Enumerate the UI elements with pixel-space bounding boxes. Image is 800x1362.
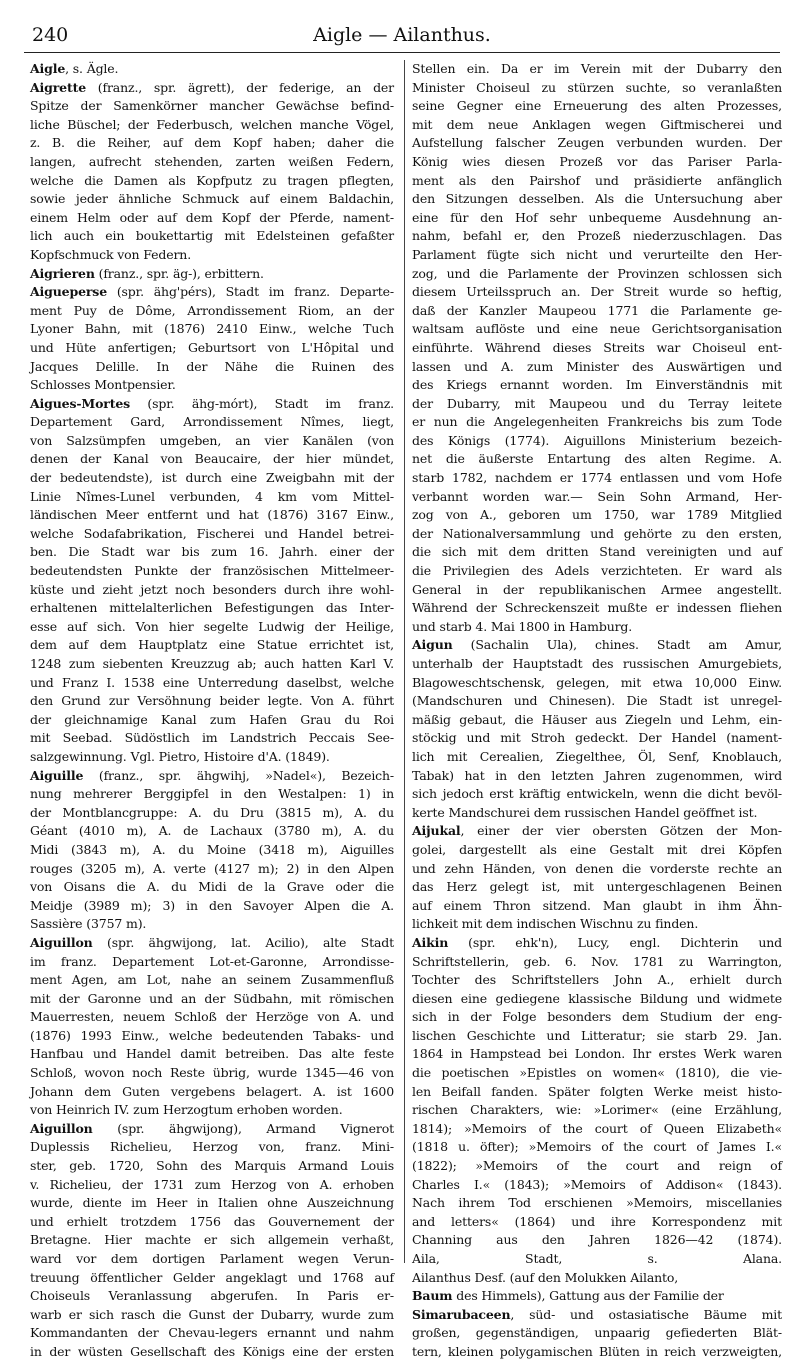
text-line: und zehn Händen, von denen die vorderste rechte an (412, 860, 782, 876)
text-line: verbannt worden war.— Sein Sohn Armand, Her- (412, 488, 782, 504)
text-line: auf einem Thron sitzend. Man glaubt in ihm Ähn- (412, 897, 782, 913)
text-line: Aufstellung falscher Zeugen verbunden wurden. Der (412, 135, 782, 151)
text-line: bedeutendsten Punkte der französischen Mittelmeer- (30, 563, 394, 579)
text-line: und Hüte anfertigen; Geburtsort von L'Hôpital und (30, 339, 394, 355)
text-line: ländischen Meer entfernt und hat (1876) 3167 Einw., (30, 507, 394, 523)
text-line: zog, und die Parlamente der Provinzen schlossen sich (412, 265, 782, 281)
text-line: Minister Choiseul zu stürzen suchte, so veranlaßten (412, 79, 782, 95)
text-line: ben. Die Stadt war bis zum 16. Jahrh. einer der (30, 544, 394, 560)
text-line: starb 1782, nachdem er 1774 entlassen und vom Hofe (412, 470, 782, 486)
text-line: ster, geb. 1720, Sohn des Marquis Armand Louis (30, 1158, 394, 1174)
text-line: Nach ihrem Tod erschienen »Memoirs, miscellanies (412, 1195, 782, 1211)
text-line: Johann dem Guten vergebens belagert. A. ist 1600 (30, 1083, 394, 1099)
text-line: lich mit Cerealien, Ziegelthee, Öl, Senf, Knoblauch, (412, 748, 782, 764)
text-line: das Herz gelegt ist, mit untergeschlagenen Beinen (412, 879, 782, 895)
text-line: Parlament fügte sich nicht und verurteilte den Her- (412, 246, 782, 262)
text-line: mäßig gebaut, die Häuser aus Ziegeln und Lehm, ein- (412, 711, 782, 727)
text-line: des Königs (1774). Aiguillons Ministerium bezeich- (412, 432, 782, 448)
page-number: 240 (32, 24, 69, 46)
text-line: der Dubarry, mit Maupeou und du Terray leitete (412, 395, 782, 411)
text-line: net die äußerste Entartung des alten Regime. A. (412, 451, 782, 467)
entry-headline: Aigun (Sachalin Ula), chines. Stadt am Amur, (412, 637, 782, 653)
text-line: langen, aufrecht stehenden, zarten weißen Federn, (30, 153, 394, 169)
text-line: daß der Kanzler Maupeou 1771 die Parlamente ge- (412, 302, 782, 318)
page-header (24, 22, 780, 48)
text-line: salzgewinnung. Vgl. Pietro, Histoire d'A. (1849). (30, 748, 330, 764)
text-line: warb er sich rasch die Gunst der Dubarry, wurde zum (30, 1306, 394, 1322)
text-line: in der wüsten Gesellschaft des Königs eine der ersten (30, 1343, 394, 1359)
text-line: dem auf dem Hauptplatz eine Statue errichtet ist, (30, 637, 394, 653)
text-line: General in der republikanischen Armee angestellt. (412, 581, 782, 597)
column-divider (404, 60, 405, 1263)
text-line: len Beifall fanden. Später folgten Werke meist histo- (412, 1083, 782, 1099)
text-line: von Oisans die A. du Midi de la Grave oder die (30, 879, 394, 895)
text-line: küste und zieht jetzt noch besonders durch ihre wohl- (30, 581, 394, 597)
text-line: and letters« (1864) und ihre Korrespondenz mit (412, 1213, 782, 1229)
text-line: Midi (3843 m), A. du Moine (3418 m), Aiguilles (30, 841, 394, 857)
text-line: 1814); »Memoirs of the court of Queen Elizabeth« (412, 1120, 782, 1136)
text-line: Kommandanten der Chevau-legers ernannt und nahm (30, 1325, 394, 1341)
text-line: Mauerresten, neuem Schloß der Herzöge von A. und (30, 1009, 394, 1025)
text-line: mit dem neue Anklagen wegen Giftmischerei und (412, 116, 782, 132)
text-line: mit Seebad. Südöstlich im Landstrich Peccais See- (30, 730, 394, 746)
text-line: und Franz I. 1538 eine Unterredung daselbst, welche (30, 674, 394, 690)
text-line: sich jedoch erst kräftig entwickeln, wenn die dicht bevöl- (412, 786, 782, 802)
text-line: nung mehrerer Berggipfel in den Westalpen: 1) in (30, 786, 394, 802)
text-line: Blagoweschtschensk, gelegen, mit etwa 10,000 Einw. (412, 674, 782, 690)
text-line: Kopfschmuck von Federn. (30, 246, 192, 262)
entry-headline: Aigrieren (franz., spr. äg-), erbittern. (30, 265, 264, 281)
text-line: von Heinrich IV. zum Herzogtum erhoben worden. (30, 1102, 343, 1118)
text-line: z. B. die Reiher, auf dem Kopf haben; daher die (30, 135, 394, 151)
text-line: unterhalb der Hauptstadt des russischen Amurgebiets, (412, 656, 782, 671)
text-line: welche die Damen als Kopfputz zu tragen pflegten, (30, 172, 394, 188)
text-line: Lyoner Bahn, mit (1876) 2410 Einw., welche Tuch (30, 321, 394, 337)
text-line: diesen eine gediegene klassische Bildung und widmete (412, 990, 782, 1006)
text-line: einführte. Während dieses Streits war Choiseul ent- (412, 339, 782, 355)
text-line: Departement Gard, Arrondissement Nîmes, liegt, (30, 414, 394, 430)
text-line: von Salzsümpfen umgeben, an vier Kanälen (von (30, 432, 394, 448)
text-line: v. Richelieu, der 1731 zum Herzog von A. erhoben (30, 1176, 394, 1192)
text-line: Charles I.« (1843); »Memoirs of Addison« (1843). (412, 1176, 782, 1192)
text-line: im franz. Departement Lot-et-Garonne, Arrondisse- (30, 953, 394, 969)
text-line: seine Gegner eine Erneuerung des alten Prozesses, (412, 98, 782, 114)
text-line: lich auch ein boukettartig mit Edelsteinen gefaßter (30, 228, 394, 244)
entry-headline: Aiguille (franz., spr. ähgwihj, »Nadel«), Bezeich- (30, 767, 394, 783)
text-line: ment als den Pairshof und präsidierte anfänglich (412, 172, 782, 188)
text-line: des Kriegs ernannt worden. Im Einverständnis mit (412, 377, 782, 393)
text-line: Tochter des Schriftstellers John A., erhielt durch (412, 972, 782, 988)
text-line: (1876) 1993 Einw., welche bedeutenden Tabaks- und (30, 1027, 394, 1043)
text-line: eine für den Hof sehr unbequeme Ausdehnung an- (412, 209, 782, 225)
entry-headline: Aigrette (franz., spr. ägrett), der federige, an der (30, 79, 394, 95)
entry-headline: Aikin (spr. ehk'n), Lucy, engl. Dichterin und (412, 934, 782, 950)
text-line: Sassière (3757 m). (30, 916, 147, 932)
text-line: Géant (4010 m), A. de Lachaux (3780 m), A. du (30, 823, 394, 839)
text-line: Schlosses Montpensier. (30, 377, 176, 393)
text-line: Bretagne. Hier machte er sich allgemein verhaßt, (30, 1232, 394, 1248)
text-line: sowie jeder ähnliche Schmuck auf einem Baldachin, (30, 191, 394, 207)
entry-headline: Aigle, s. Ägle. (30, 61, 119, 76)
text-line: treuung öffentlicher Gelder angeklagt und 1768 auf (30, 1269, 394, 1285)
text-line: zog von A., geboren um 1750, war 1789 Mitglied (412, 507, 782, 523)
text-line: Jacques Delille. In der Nähe die Ruinen des (30, 358, 394, 374)
text-line: nahm, befahl er, den Prozeß niederzuschlagen. Das (412, 228, 782, 244)
text-line: golei, dargestellt als eine Gestalt mit drei Köpfen (412, 841, 782, 857)
text-line: (1818 u. öfter); »Memoirs of the court of James I.« (412, 1139, 782, 1155)
text-line: und starb 4. Mai 1800 in Hamburg. (412, 618, 633, 634)
text-line: König wies diesen Prozeß vor das Pariser Parla- (412, 153, 782, 169)
text-line: 1864 in Hampstead bei London. Ihr erstes Werk waren (412, 1046, 782, 1062)
text-line: ment Agen, am Lot, nahe an seinem Zusammenfluß (30, 972, 394, 988)
text-line: Spitze der Samenkörner mancher Gewächse befind- (30, 98, 394, 114)
running-title: Aigle — Ailanthus. (313, 24, 491, 46)
text-line: mit der Garonne und an der Südbahn, mit römischen (30, 990, 394, 1006)
text-line: und erhielt trotzdem 1756 das Gouvernement der (30, 1213, 394, 1229)
entry-headline: Aigues-Mortes (spr. ähg-mórt), Stadt im franz. (30, 395, 394, 411)
text-line: Schloß, wovon noch Reste übrig, wurde 1345—46 von (30, 1065, 394, 1081)
text-line: Aila, Stadt, s. Alana. (412, 1251, 782, 1266)
text-line: kerte Mandschurei dem russischen Handel geöffnet ist. (412, 804, 758, 820)
text-line: (Mandschuren und Chinesen). Die Stadt ist unregel- (412, 693, 782, 709)
text-line: Duplessis Richelieu, Herzog von, franz. Mini- (30, 1139, 394, 1155)
text-line: der bedeutendste), ist durch eine Zweigbahn mit der (30, 470, 394, 486)
text-line: tern, kleinen polygamischen Blüten in reich verzweigten, (412, 1343, 782, 1359)
entry-headline: Baum des Himmels), Gattung aus der Familie der (412, 1288, 724, 1304)
text-line: er nun die Angelegenheiten Frankreichs bis zum Tode (412, 414, 782, 430)
entry-headline: Aiguillon (spr. ähgwijong, lat. Acilio), alte Stadt (30, 934, 394, 950)
text-line: lassen und A. zum Minister des Auswärtigen und (412, 358, 782, 374)
entry-headline: Simarubaceen, süd- und ostasiatische Bäume mit (412, 1306, 782, 1322)
text-line: der Montblancgruppe: A. du Dru (3815 m), A. du (30, 804, 394, 820)
left-column (30, 60, 394, 1359)
text-line: Choiseuls Veranlassung abgerufen. In Paris er- (30, 1288, 394, 1304)
text-line: rischen Charakters, wie: »Lorimer« (eine Erzählung, (412, 1102, 782, 1118)
text-line: (1822); »Memoirs of the court and reign of (412, 1158, 782, 1174)
text-line: die sich mit dem dritten Stand vereinigten und auf (412, 544, 782, 560)
text-line: rouges (3205 m), A. verte (4127 m); 2) in den Alpen (30, 860, 394, 876)
text-line: die Privilegien des Adels verzichteten. Er ward als (412, 563, 782, 579)
text-line: großen, gegenständigen, unpaarig gefiederten Blät- (412, 1325, 782, 1341)
text-line: stöckig und mit Stroh gedeckt. Der Handel (nament- (412, 730, 782, 746)
text-line: diesem Urteilsspruch an. Der Streit wurde so heftig, (412, 284, 782, 300)
entry-headline: Aigueperse (spr. ähg'pérs), Stadt im franz. Departe- (30, 284, 394, 300)
text-line: Meidje (3989 m); 3) in den Savoyer Alpen die A. (30, 897, 394, 913)
text-line: ment Puy de Dôme, Arrondissement Riom, an der (30, 302, 394, 318)
text-line: waltsam auflöste und eine neue Gerichtsorganisation (412, 321, 782, 337)
text-line: Schriftstellerin, geb. 6. Nov. 1781 zu Warrington, (412, 953, 782, 969)
text-line: der Nationalversammlung und gehörte zu den ersten, (412, 525, 782, 541)
header-rule (24, 52, 780, 53)
right-column (412, 60, 782, 1359)
entry-headline: Aiguillon (spr. ähgwijong), Armand Vignerot (30, 1120, 394, 1136)
entry-headline: Aijukal, einer der vier obersten Götzen der Mon- (412, 823, 782, 839)
text-line: erhaltenen mittelalterlichen Befestigungen das Inter- (30, 600, 394, 616)
text-line: Stellen ein. Da er im Verein mit der Dubarry den (412, 61, 782, 76)
text-line: Ailanthus Desf. (auf den Molukken Ailanto, (412, 1269, 679, 1285)
text-line: ward vor dem dortigen Parlament wegen Verun- (30, 1251, 394, 1266)
text-line: welche Sodafabrikation, Fischerei und Handel betrei- (30, 525, 394, 541)
text-line: lischen Geschichte und Litteratur; sie starb 29. Jan. (412, 1027, 782, 1043)
text-line: den Sitzungen desselben. Als die Untersuchung aber (412, 191, 782, 207)
text-line: 1248 zum siebenten Kreuzzug ab; auch hatten Karl V. (30, 656, 394, 671)
text-line: Während der Schreckenszeit mußte er indessen fliehen (412, 600, 782, 616)
text-line: Hanfbau und Handel damit betreiben. Das alte feste (30, 1046, 394, 1062)
text-line: lichkeit mit dem indischen Wischnu zu finden. (412, 916, 699, 932)
text-line: den Grund zur Versöhnung beider legte. Von A. führt (30, 693, 394, 709)
text-line: Channing aus den Jahren 1826—42 (1874). (412, 1232, 782, 1248)
text-line: Tabak) hat in den letzten Jahren zugenommen, wird (412, 767, 782, 783)
text-line: der gleichnamige Kanal zum Hafen Grau du Roi (30, 711, 394, 727)
text-line: liche Büschel; der Federbusch, welchen manche Vögel, (30, 116, 394, 132)
text-line: esse auf sich. Von hier segelte Ludwig der Heilige, (30, 618, 394, 634)
text-line: die poetischen »Epistles on women« (1810), die vie- (412, 1065, 782, 1081)
text-line: Linie Nîmes-Lunel verbunden, 4 km vom Mittel- (30, 488, 394, 504)
text-line: sich in der Folge besonders dem Studium der eng- (412, 1009, 782, 1025)
text-line: wurde, diente im Heer in Italien ohne Auszeichnung (30, 1195, 394, 1211)
text-line: einem Helm oder auf dem Kopf der Pferde, nament- (30, 209, 394, 225)
text-line: denen der Kanal von Beaucaire, der hier mündet, (30, 451, 394, 467)
